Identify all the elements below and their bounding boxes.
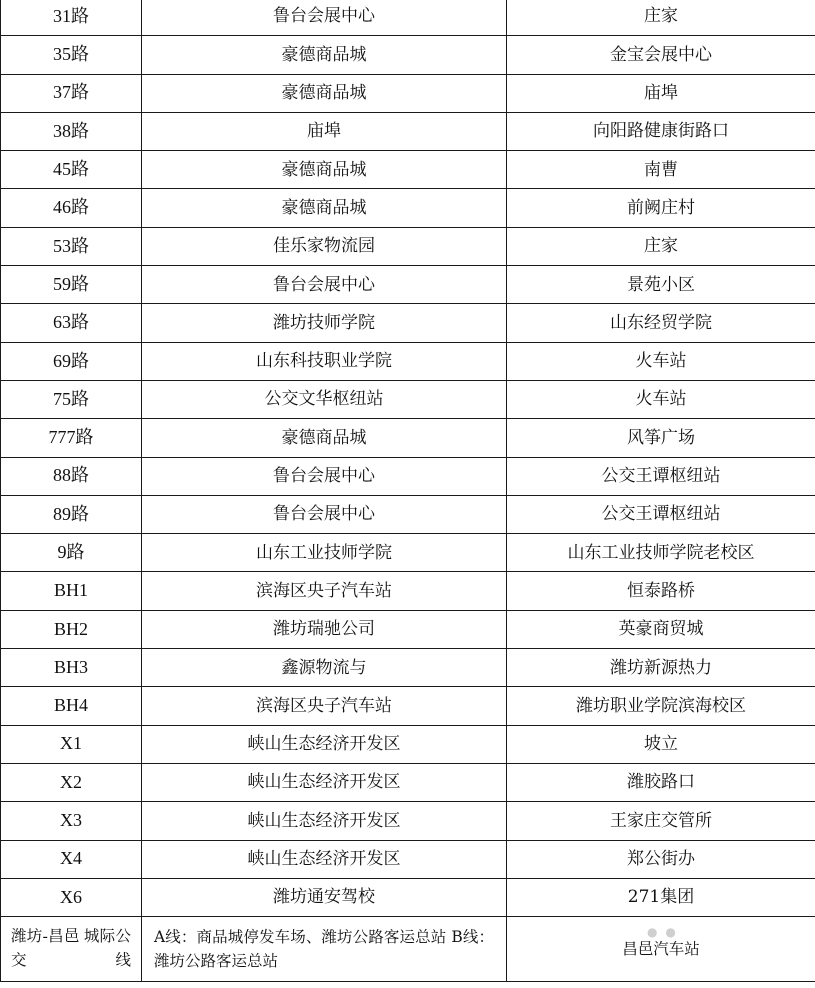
route-cell: 45路 — [1, 151, 142, 189]
end-station-cell: 郑公街办 — [507, 840, 815, 878]
end-station-cell: 山东工业技师学院老校区 — [507, 534, 815, 572]
route-cell: BH3 — [1, 649, 142, 687]
table-row — [1, 725, 815, 763]
end-station-cell: 坡立 — [507, 725, 815, 763]
table-row — [1, 763, 815, 801]
table-row — [1, 342, 815, 380]
start-station-cell: 公交文华枢纽站 — [142, 380, 507, 418]
end-station-cell: 火车站 — [507, 380, 815, 418]
route-cell: 53路 — [1, 227, 142, 265]
start-station-cell: 佳乐家物流园 — [142, 227, 507, 265]
table-row — [1, 304, 815, 342]
end-station-text: 昌邑汽车站 — [622, 940, 700, 959]
route-cell: 37路 — [1, 74, 142, 112]
table-row — [1, 878, 815, 916]
end-station-cell — [507, 917, 815, 982]
table-row — [1, 802, 815, 840]
start-station-cell: 潍坊技师学院 — [142, 304, 507, 342]
start-station-cell: 鲁台会展中心 — [142, 457, 507, 495]
route-cell: 38路 — [1, 112, 142, 150]
start-station-cell: 豪德商品城 — [142, 74, 507, 112]
table-row — [1, 151, 815, 189]
start-station-cell: 山东工业技师学院 — [142, 534, 507, 572]
end-station-cell: 山东经贸学院 — [507, 304, 815, 342]
route-cell: BH1 — [1, 572, 142, 610]
start-station-cell: 鲁台会展中心 — [142, 495, 507, 533]
start-station-cell: 峡山生态经济开发区 — [142, 725, 507, 763]
route-cell: 777路 — [1, 419, 142, 457]
table-row — [1, 380, 815, 418]
route-cell: BH4 — [1, 687, 142, 725]
start-station-cell: 峡山生态经济开发区 — [142, 802, 507, 840]
start-station-cell: 峡山生态经济开发区 — [142, 763, 507, 801]
end-station-cell: 火车站 — [507, 342, 815, 380]
end-station-text-wrap — [622, 925, 700, 961]
table-row — [1, 457, 815, 495]
route-cell: 63路 — [1, 304, 142, 342]
end-station-cell: 风筝广场 — [507, 419, 815, 457]
end-station-cell: 庄家 — [507, 227, 815, 265]
table-row-intercity — [1, 917, 815, 982]
route-cell: 69路 — [1, 342, 142, 380]
route-cell: X1 — [1, 725, 142, 763]
start-station-cell: 鲁台会展中心 — [142, 266, 507, 304]
table-row — [1, 266, 815, 304]
route-cell: 75路 — [1, 380, 142, 418]
table-row — [1, 495, 815, 533]
route-cell: X2 — [1, 763, 142, 801]
start-station-cell: A线：商品城停发车场、潍坊公路客运总站 B线：潍坊公路客运总站 — [142, 917, 507, 982]
route-cell: 9路 — [1, 534, 142, 572]
table-row — [1, 0, 815, 36]
table-row — [1, 419, 815, 457]
table-row — [1, 112, 815, 150]
end-station-cell: 潍胶路口 — [507, 763, 815, 801]
end-station-cell: 南曹 — [507, 151, 815, 189]
end-station-cell: 景苑小区 — [507, 266, 815, 304]
watermark-logo: ● ● — [647, 925, 678, 940]
start-station-cell: 豪德商品城 — [142, 36, 507, 74]
table-row — [1, 534, 815, 572]
table-row — [1, 649, 815, 687]
start-station-cell: 豪德商品城 — [142, 151, 507, 189]
end-station-cell: 庙埠 — [507, 74, 815, 112]
start-station-cell: 潍坊通安驾校 — [142, 878, 507, 916]
route-cell: X6 — [1, 878, 142, 916]
route-cell: 89路 — [1, 495, 142, 533]
end-station-cell: 潍坊新源热力 — [507, 649, 815, 687]
end-station-cell: 271集团 — [507, 878, 815, 916]
end-station-cell: 王家庄交管所 — [507, 802, 815, 840]
table-row — [1, 687, 815, 725]
route-cell: 59路 — [1, 266, 142, 304]
start-station-cell: 鲁台会展中心 — [142, 0, 507, 36]
table-row — [1, 227, 815, 265]
start-station-cell: 豪德商品城 — [142, 189, 507, 227]
end-station-cell: 英豪商贸城 — [507, 610, 815, 648]
start-station-cell: 滨海区央子汽车站 — [142, 572, 507, 610]
end-station-cell: 公交王谭枢纽站 — [507, 495, 815, 533]
table-row — [1, 74, 815, 112]
route-cell: BH2 — [1, 610, 142, 648]
table-row — [1, 840, 815, 878]
start-station-cell: 潍坊瑞驰公司 — [142, 610, 507, 648]
route-cell: 46路 — [1, 189, 142, 227]
end-station-cell: 潍坊职业学院滨海校区 — [507, 687, 815, 725]
end-station-cell: 前阙庄村 — [507, 189, 815, 227]
end-station-cell: 公交王谭枢纽站 — [507, 457, 815, 495]
start-station-cell: 峡山生态经济开发区 — [142, 840, 507, 878]
start-station-cell: 鑫源物流与 — [142, 649, 507, 687]
table-row — [1, 610, 815, 648]
route-cell: 35路 — [1, 36, 142, 74]
start-station-cell: 山东科技职业学院 — [142, 342, 507, 380]
start-station-cell: 庙埠 — [142, 112, 507, 150]
start-station-cell: 滨海区央子汽车站 — [142, 687, 507, 725]
route-cell: X3 — [1, 802, 142, 840]
table-row — [1, 36, 815, 74]
table-row — [1, 189, 815, 227]
route-cell: 潍坊-昌邑 城际公交线 — [1, 917, 142, 982]
route-cell: 31路 — [1, 0, 142, 36]
end-station-cell: 庄家 — [507, 0, 815, 36]
route-cell: X4 — [1, 840, 142, 878]
end-station-cell: 金宝会展中心 — [507, 36, 815, 74]
end-station-cell: 向阳路健康街路口 — [507, 112, 815, 150]
route-cell: 88路 — [1, 457, 142, 495]
start-station-cell: 豪德商品城 — [142, 419, 507, 457]
table-row — [1, 572, 815, 610]
end-station-cell: 恒泰路桥 — [507, 572, 815, 610]
table-body — [1, 0, 815, 982]
